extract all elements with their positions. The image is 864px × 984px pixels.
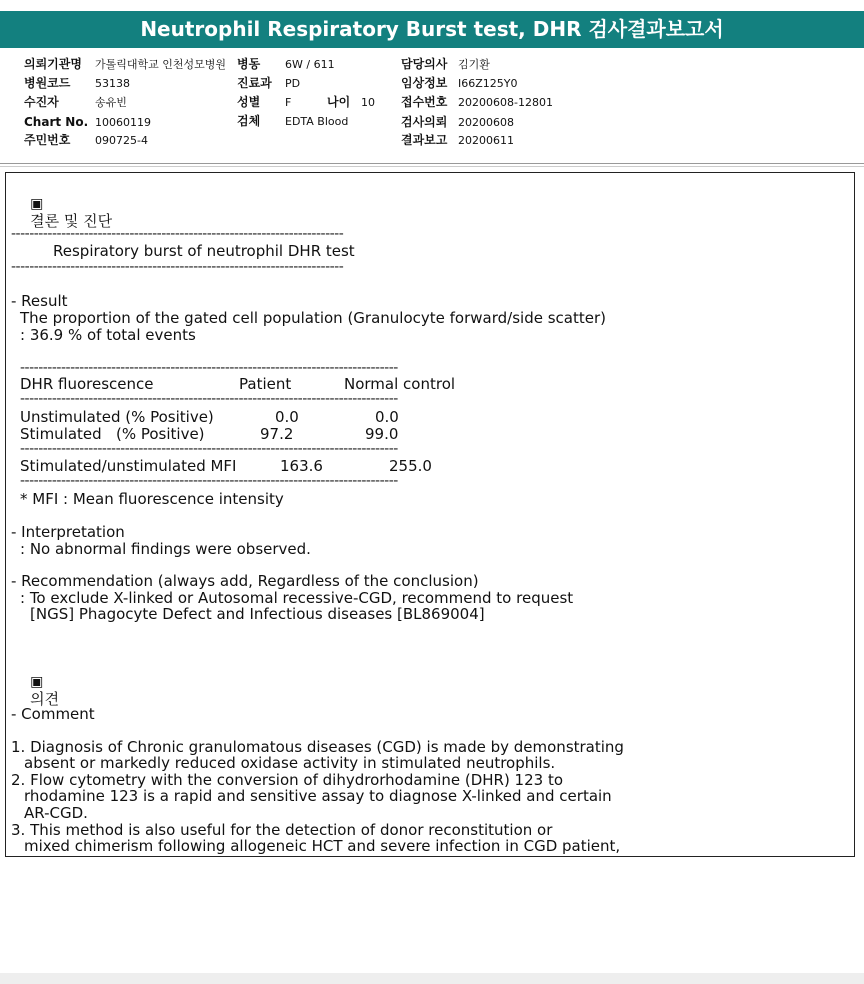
table-row-normal: 255.0: [389, 457, 432, 475]
clinical-info-label: 임상정보: [401, 76, 448, 90]
table-row-normal: 0.0: [375, 408, 399, 426]
chart-no-label: Chart No.: [24, 115, 89, 129]
recommendation-heading: - Recommendation (always add, Regardless of the conclusion): [11, 572, 479, 590]
comment-item: mixed chimerism following allogeneic HCT and severe infection in CGD patient,: [24, 837, 621, 855]
patient-value: 송유빈: [95, 96, 127, 109]
institution-value: 가톨릭대학교 인천성모병원: [95, 58, 227, 71]
doctor-label: 담당의사: [401, 57, 448, 71]
divider-line: -------------------------------------------------------------------------: [11, 262, 344, 272]
report-date-value: 20200611: [458, 134, 514, 147]
recommendation-text: [NGS] Phagocyte Defect and Infectious diseases [BL869004]: [30, 605, 485, 623]
table-row-patient: 0.0: [275, 408, 299, 426]
comment-item: 2. Flow cytometry with the conversion of dihydrorhodamine (DHR) 123 to: [11, 771, 564, 789]
table-row-normal: 99.0: [365, 425, 399, 443]
comment-item: 3. This method is also useful for the detection of donor reconstitution or: [11, 821, 553, 839]
table-row-patient: 163.6: [280, 457, 323, 475]
doctor-value: 김기환: [458, 58, 490, 71]
resident-id-label: 주민번호: [24, 133, 71, 147]
interpretation-heading: - Interpretation: [11, 523, 125, 541]
result-line: The proportion of the gated cell population (Granulocyte forward/side scatter): [20, 309, 606, 327]
comment-item: AR-CGD.: [24, 804, 88, 822]
age-value: 10: [361, 96, 375, 109]
request-date-label: 검사의뢰: [401, 115, 448, 129]
report-date-label: 결과보고: [401, 133, 448, 147]
header-divider-secondary: [0, 166, 864, 167]
table-divider: -----------------------------------------------------------------------------------: [20, 363, 398, 373]
sex-value: F: [285, 96, 292, 109]
ward-value: 6W / 611: [285, 58, 335, 71]
result-heading: - Result: [11, 292, 68, 310]
table-row-name: Unstimulated (% Positive): [20, 408, 214, 426]
interpretation-text: : No abnormal findings were observed.: [20, 540, 311, 558]
chart-no-value: 10060119: [95, 116, 151, 129]
specimen-label: 검체: [237, 114, 261, 128]
page-bottom-strip: [0, 973, 864, 984]
section-conclusion-title: 결론 및 진단: [30, 212, 113, 230]
table-row-name: Stimulated (% Positive): [20, 425, 205, 443]
hospital-code-label: 병원코드: [24, 76, 71, 90]
comment-item: 1. Diagnosis of Chronic granulomatous diseases (CGD) is made by demonstrating: [11, 738, 624, 756]
report-title: Neutrophil Respiratory Burst test, DHR 검사결과보고서: [0, 11, 864, 48]
table-divider: -----------------------------------------------------------------------------------: [20, 394, 398, 404]
square-bullet-icon: ▣: [30, 196, 44, 212]
table-header-normal: Normal control: [344, 375, 456, 393]
test-name: Respiratory burst of neutrophil DHR test: [53, 242, 355, 260]
request-date-value: 20200608: [458, 116, 514, 129]
table-divider: -----------------------------------------------------------------------------------: [20, 476, 398, 486]
table-row-name: Stimulated/unstimulated MFI: [20, 457, 237, 475]
dept-label: 진료과: [237, 76, 272, 90]
hospital-code-value: 53138: [95, 77, 130, 90]
ward-label: 병동: [237, 57, 261, 71]
receipt-no-label: 접수번호: [401, 95, 448, 109]
table-row-patient: 97.2: [260, 425, 294, 443]
patient-label: 수진자: [24, 95, 59, 109]
institution-label: 의뢰기관명: [24, 57, 82, 71]
comment-heading: - Comment: [11, 705, 95, 723]
table-divider: -----------------------------------------------------------------------------------: [20, 444, 398, 454]
divider-line: -------------------------------------------------------------------------: [11, 229, 344, 239]
comment-item: rhodamine 123 is a rapid and sensitive assay to diagnose X-linked and certain: [24, 787, 612, 805]
square-bullet-icon: ▣: [30, 674, 44, 690]
report-body: [5, 172, 855, 857]
table-header-patient: Patient: [239, 375, 292, 393]
patient-info-header: [0, 48, 864, 164]
specimen-value: EDTA Blood: [285, 115, 349, 128]
clinical-info-value: I66Z125Y0: [458, 77, 518, 90]
recommendation-text: : To exclude X-linked or Autosomal recessive-CGD, recommend to request: [20, 589, 574, 607]
mfi-footnote: * MFI : Mean fluorescence intensity: [20, 490, 284, 508]
resident-id-value: 090725-4: [95, 134, 148, 147]
receipt-no-value: 20200608-12801: [458, 96, 553, 109]
dept-value: PD: [285, 77, 301, 90]
table-header-name: DHR fluorescence: [20, 375, 154, 393]
sex-label: 성별: [237, 95, 261, 109]
comment-item: absent or markedly reduced oxidase activity in stimulated neutrophils.: [24, 754, 556, 772]
age-label: 나이: [327, 95, 351, 109]
result-value-line: : 36.9 % of total events: [20, 326, 196, 344]
section-opinion-title: 의견: [30, 690, 60, 708]
header-divider: [0, 163, 864, 164]
